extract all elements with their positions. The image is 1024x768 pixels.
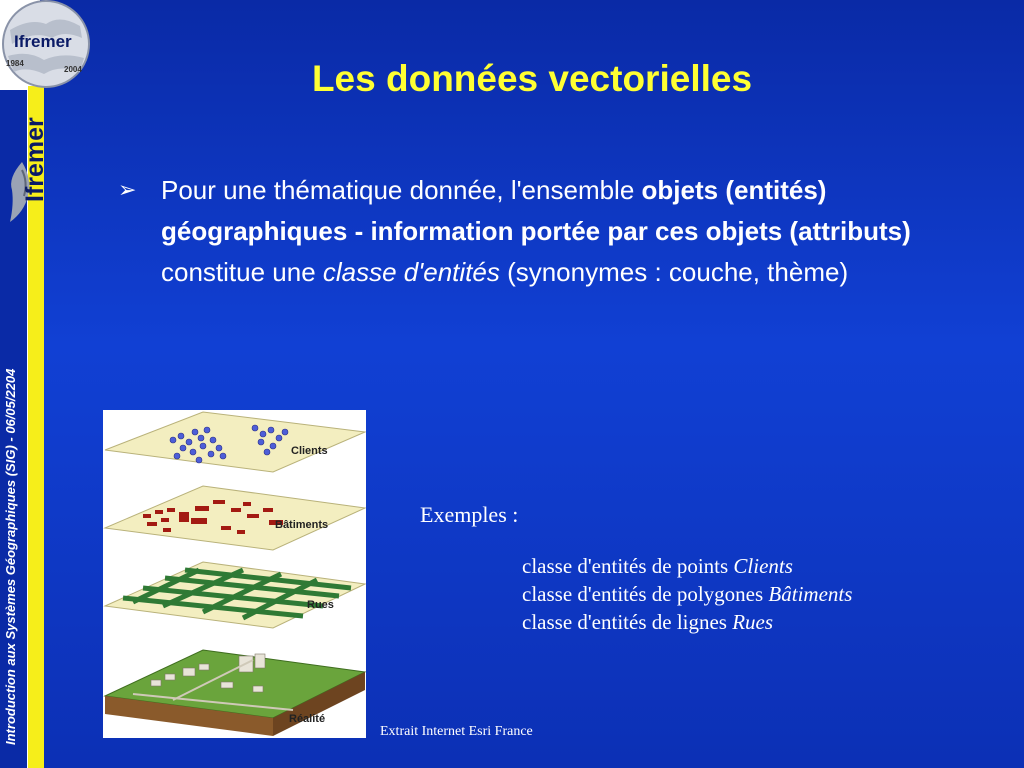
gis-layers-illustration [103, 410, 366, 738]
layer-label-rues: Rues [307, 599, 334, 611]
layer-label-batiments: Bâtiments [275, 519, 329, 531]
slide-title: Les données vectorielles [311, 58, 753, 99]
logo-text: Ifremer [14, 32, 72, 51]
bullet-text-part3: (synonymes : couche, thème) [499, 257, 849, 287]
example-prefix: classe d'entités de points [522, 554, 734, 578]
bullet-text-bold: objets (entités) géographiques - information portée par ces objets (attributs) [161, 175, 911, 246]
bullet-text-part2: constitue une [161, 257, 323, 287]
vertical-footer-text: Introduction aux Systèmes Géographiques (SIG) - 06/05/2204 [3, 368, 18, 745]
example-prefix: classe d'entités de polygones [522, 582, 769, 606]
example-item-lignes [522, 608, 852, 636]
vertical-brand-text: Ifremer [21, 117, 49, 202]
bullet-text [161, 170, 958, 293]
example-name: Bâtiments [768, 582, 853, 606]
layer-clients-plane [105, 412, 365, 472]
bullet-text-part1: Pour une thématique donnée, l'ensemble [161, 175, 642, 205]
example-name: Rues [732, 610, 774, 634]
gis-layers-figure [103, 410, 366, 738]
example-prefix: classe d'entités de lignes [522, 610, 733, 634]
layer-label-realite: Réalité [289, 713, 326, 725]
bullet-text-italic: classe d'entités [322, 257, 500, 287]
layer-label-clients: Clients [291, 445, 328, 457]
example-name: Clients [733, 554, 793, 578]
bullet-arrow-icon: ➢ [118, 178, 137, 203]
examples-heading: Exemples : [420, 502, 519, 527]
bullet-paragraph [118, 170, 958, 293]
figure-credit: Extrait Internet Esri France [380, 724, 533, 739]
examples-list [522, 552, 852, 636]
svg-text:1984: 1984 [6, 59, 24, 68]
example-item-points [522, 552, 852, 580]
example-item-polygones [522, 580, 852, 608]
svg-text:2004: 2004 [64, 65, 82, 74]
